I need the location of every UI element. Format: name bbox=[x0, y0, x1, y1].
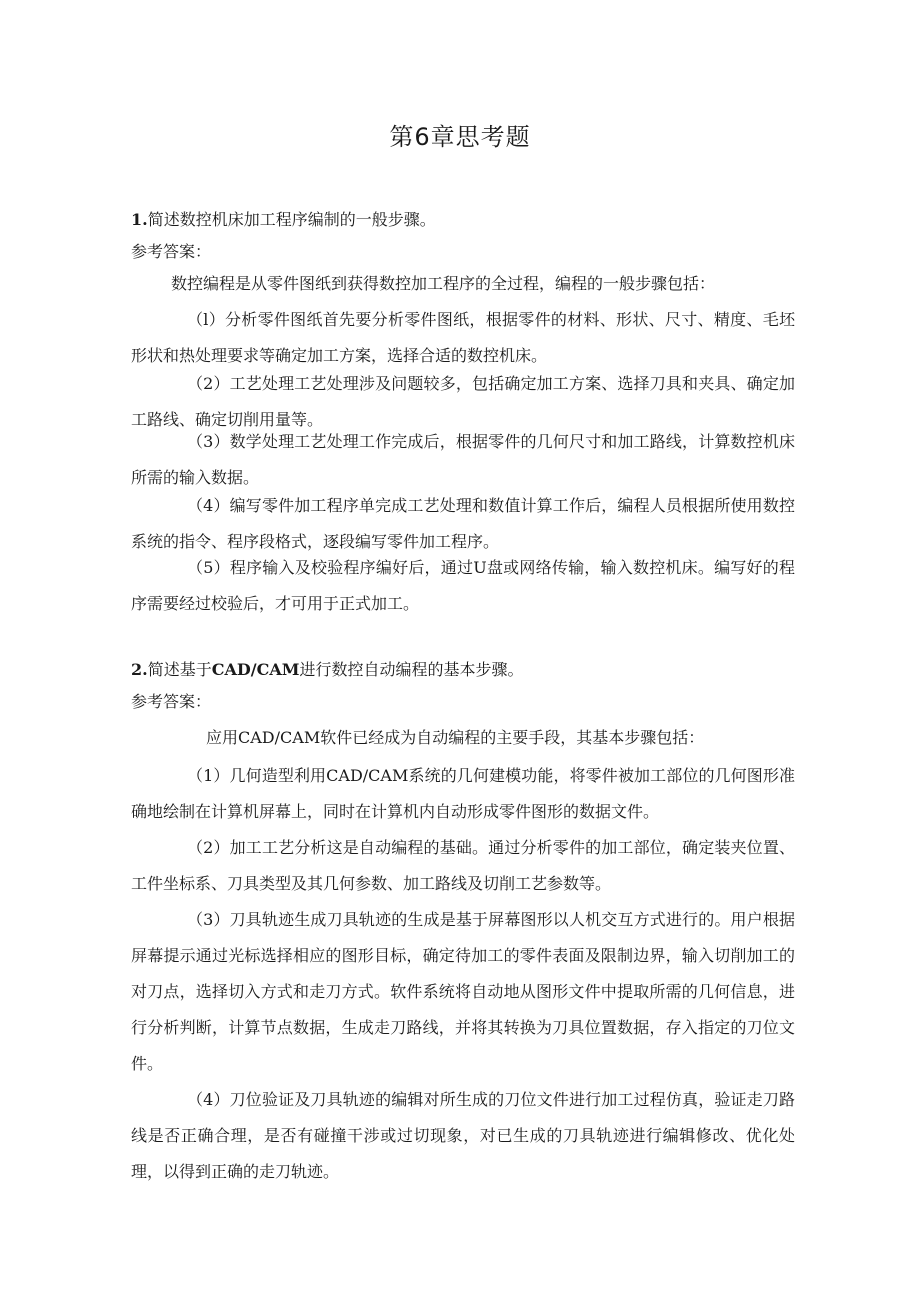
question-1-text: 简述数控机床加工程序编制的一般步骤。 bbox=[147, 210, 436, 229]
question-2-text-bold: CAD/CAM bbox=[211, 660, 300, 679]
answer-1-intro: 数控编程是从零件图纸到获得数控加工程序的全过程，编程的一般步骤包括： bbox=[171, 274, 716, 293]
question-2-text-prefix: 简述基于 bbox=[147, 660, 212, 679]
answer-1-step-2: （2）工艺处理工艺处理涉及问题较多，包括确定加工方案、选择刀具和夹具、确定加工路线、确定切削用量等。 bbox=[131, 374, 795, 429]
answer-1-step-4: （4）编写零件加工程序单完成工艺处理和数值计算工作后，编程人员根据所使用数控系统的指令、程序段格式，逐段编写零件加工程序。 bbox=[131, 496, 795, 551]
answer-2-intro: 应用CAD/CAM软件已经成为自动编程的主要手段，其基本步骤包括： bbox=[206, 728, 705, 747]
question-1 bbox=[131, 206, 831, 234]
answer-1-step-3: （3）数学处理工艺处理工作完成后，根据零件的几何尺寸和加工路线，计算数控机床所需的输入数据。 bbox=[131, 432, 795, 487]
page-title: 第6章思考题 bbox=[389, 123, 531, 151]
question-2-text-suffix: 进行数控自动编程的基本步骤。 bbox=[299, 660, 524, 679]
answer-label-1: 参考答案： bbox=[131, 242, 212, 261]
answer-2-step-1: （1）几何造型利用CAD/CAM系统的几何建模功能，将零件被加工部位的几何图形准确地绘制在计算机屏幕上，同时在计算机内自动形成零件图形的数据文件。 bbox=[131, 766, 795, 821]
answer-2-step-2: （2）加工工艺分析这是自动编程的基础。通过分析零件的加工部位，确定装夹位置、工件坐标系、刀具类型及其几何参数、加工路线及切削工艺参数等。 bbox=[131, 838, 795, 893]
question-2-number: 2. bbox=[131, 660, 148, 679]
answer-label-2: 参考答案： bbox=[131, 692, 212, 711]
answer-2-step-4: （4）刀位验证及刀具轨迹的编辑对所生成的刀位文件进行加工过程仿真，验证走刀路线是否正确合理，是否有碰撞干涉或过切现象，对已生成的刀具轨迹进行编辑修改、优化处理，以得到正确的走刀轨迹。 bbox=[131, 1090, 795, 1181]
question-1-number: 1. bbox=[131, 210, 148, 229]
question-2 bbox=[131, 656, 831, 684]
answer-2-step-3: （3）刀具轨迹生成刀具轨迹的生成是基于屏幕图形以人机交互方式进行的。用户根据屏幕提示通过光标选择相应的图形目标，确定待加工的零件表面及限制边界，输入切削加工的对刀点，选择切入方式和走刀方式。软件系统将自动地从图形文件中提取所需的几何信息，进行分析判断，计算节点数据，生成走刀路线，并将其转换为刀具位置数据，存入指定的刀位文件。 bbox=[131, 910, 795, 1073]
answer-1-step-5: （5）程序输入及校验程序编好后，通过U盘或网络传输，输入数控机床。编写好的程序需要经过校验后，才可用于正式加工。 bbox=[131, 558, 795, 613]
answer-1-step-1: （l）分析零件图纸首先要分析零件图纸，根据零件的材料、形状、尺寸、精度、毛坯形状和热处理要求等确定加工方案，选择合适的数控机床。 bbox=[131, 310, 795, 365]
